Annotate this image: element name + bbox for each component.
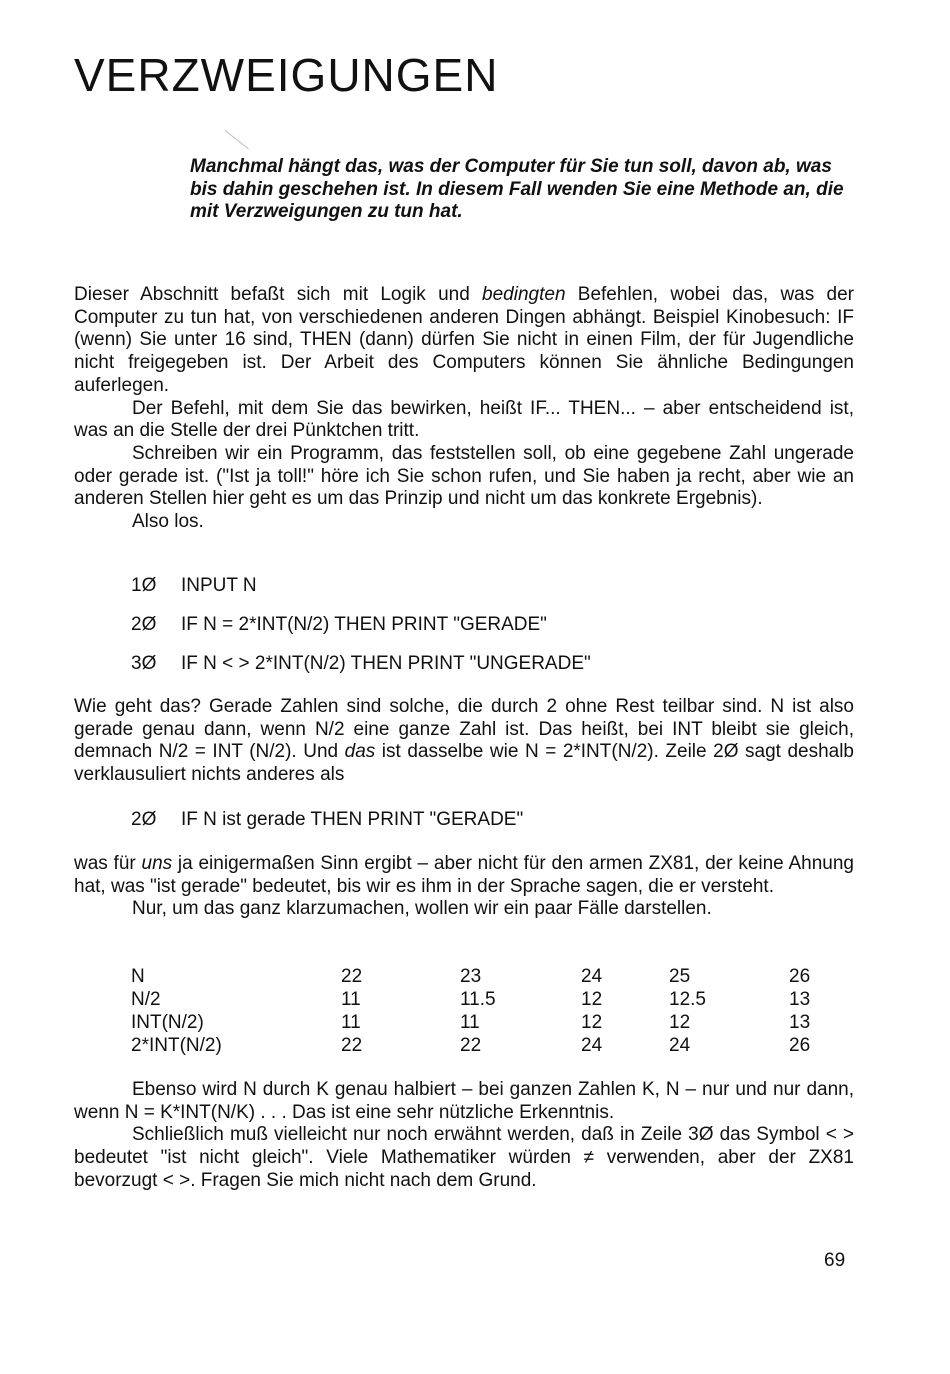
line-number: 1Ø	[131, 575, 157, 596]
program-line-20-paraphrase	[131, 809, 523, 831]
line-number: 2Ø	[131, 809, 157, 830]
code-text: IF N = 2*INT(N/2) THEN PRINT "GERADE"	[181, 614, 547, 635]
code-text: IF N ist gerade THEN PRINT "GERADE"	[181, 809, 524, 830]
code-text: IF N < > 2*INT(N/2) THEN PRINT "UNGERADE"	[181, 653, 591, 674]
body-section-1	[74, 284, 854, 534]
paragraph-2: Der Befehl, mit dem Sie das bewirken, heißt IF... THEN... – aber entscheidend ist, was an die Stelle der drei Pünktchen tritt.	[74, 397, 854, 442]
table-row: N/2 11 11.5 12 12.5 13	[131, 989, 811, 1010]
paragraph-3: Schreiben wir ein Programm, das feststellen soll, ob eine gegebene Zahl ungerade oder gerade ist. ("Ist ja toll!" höre ich Sie schon rufen, und Sie haben ja recht, aber wie an anderen Stellen hier geht es um das Prinzip und nicht um das konkrete Ergebnis).	[74, 442, 854, 510]
emphasis-bedingten: bedingten	[482, 284, 566, 305]
emphasis-das: das	[344, 741, 376, 763]
chapter-intro: Manchmal hängt das, was der Computer für Sie tun soll, davon ab, was bis dahin geschehen ist. In diesem Fall wenden Sie eine Methode an, die mit Verzweigungen zu tun hat.	[190, 156, 844, 222]
table-row: N 22 23 24 25 26	[131, 966, 811, 987]
table-row: INT(N/2) 11 11 12 12 13	[131, 1012, 811, 1033]
program-line-10	[131, 575, 257, 597]
paragraph-1: Dieser Abschnitt befaßt sich mit Logik und bedingten Befehlen, wobei das, was der Computer zu tun hat, von verschiedenen anderen Dingen abhängt. Beispiel Kinobesuch: IF (wenn) Sie unter 16 sind, THEN (dann) dürfen Sie nicht in einen Film, der für Jugendliche nicht freigegeben ist. Der Arbeit des Computers können Sie ähnliche Bedingungen auferlegen.	[74, 284, 854, 396]
chapter-title: VERZWEIGUNGEN	[74, 49, 499, 101]
paragraph-8: Ebenso wird N durch K genau halbiert – bei ganzen Zahlen K, N – nur und nur dann, wenn N = K*INT(N/K) . . . Das ist eine sehr nützliche Erkenntnis.	[74, 1079, 854, 1123]
program-line-30	[131, 653, 591, 675]
emphasis-uns: uns	[141, 853, 173, 874]
table-row: 2*INT(N/2) 22 22 24 24 26	[131, 1035, 811, 1056]
code-text: INPUT N	[181, 575, 257, 596]
page-number: 69	[824, 1250, 846, 1271]
paragraph-6: was für uns ja einigermaßen Sinn ergibt – aber nicht für den armen ZX81, der keine Ahnung hat, was "ist gerade" bedeutet, bis wir es ihm in der Sprache sagen, die er versteht.	[74, 853, 854, 897]
paragraph-9: Schließlich muß vielleicht nur noch erwähnt werden, daß in Zeile 3Ø das Symbol < > bedeutet "ist nicht gleich". Viele Mathematiker würden ≠ verwenden, aber der ZX81 bevorzugt < >. Fragen Sie mich nicht nach dem Grund.	[74, 1124, 854, 1191]
program-line-20	[131, 614, 547, 636]
body-section-4	[74, 1079, 854, 1193]
body-section-2	[74, 696, 854, 787]
body-section-3	[74, 853, 854, 921]
line-number: 3Ø	[131, 653, 157, 674]
line-number: 2Ø	[131, 614, 157, 635]
paragraph-5: Wie geht das? Gerade Zahlen sind solche, die durch 2 ohne Rest teilbar sind. N ist also gerade genau dann, wenn N/2 eine ganze Zahl ist. Das heißt, bei INT bleibt sie gleich, demnach N/2 = INT (N/2). Und das ist dasselbe wie N = 2*INT(N/2). Zeile 2Ø sagt deshalb verklausuliert nichts anderes als	[74, 696, 854, 786]
cases-table	[131, 965, 829, 1057]
paragraph-7: Nur, um das ganz klarzumachen, wollen wir ein paar Fälle darstellen.	[132, 898, 712, 920]
scan-mark	[225, 130, 249, 149]
paragraph-4: Also los.	[132, 511, 204, 533]
